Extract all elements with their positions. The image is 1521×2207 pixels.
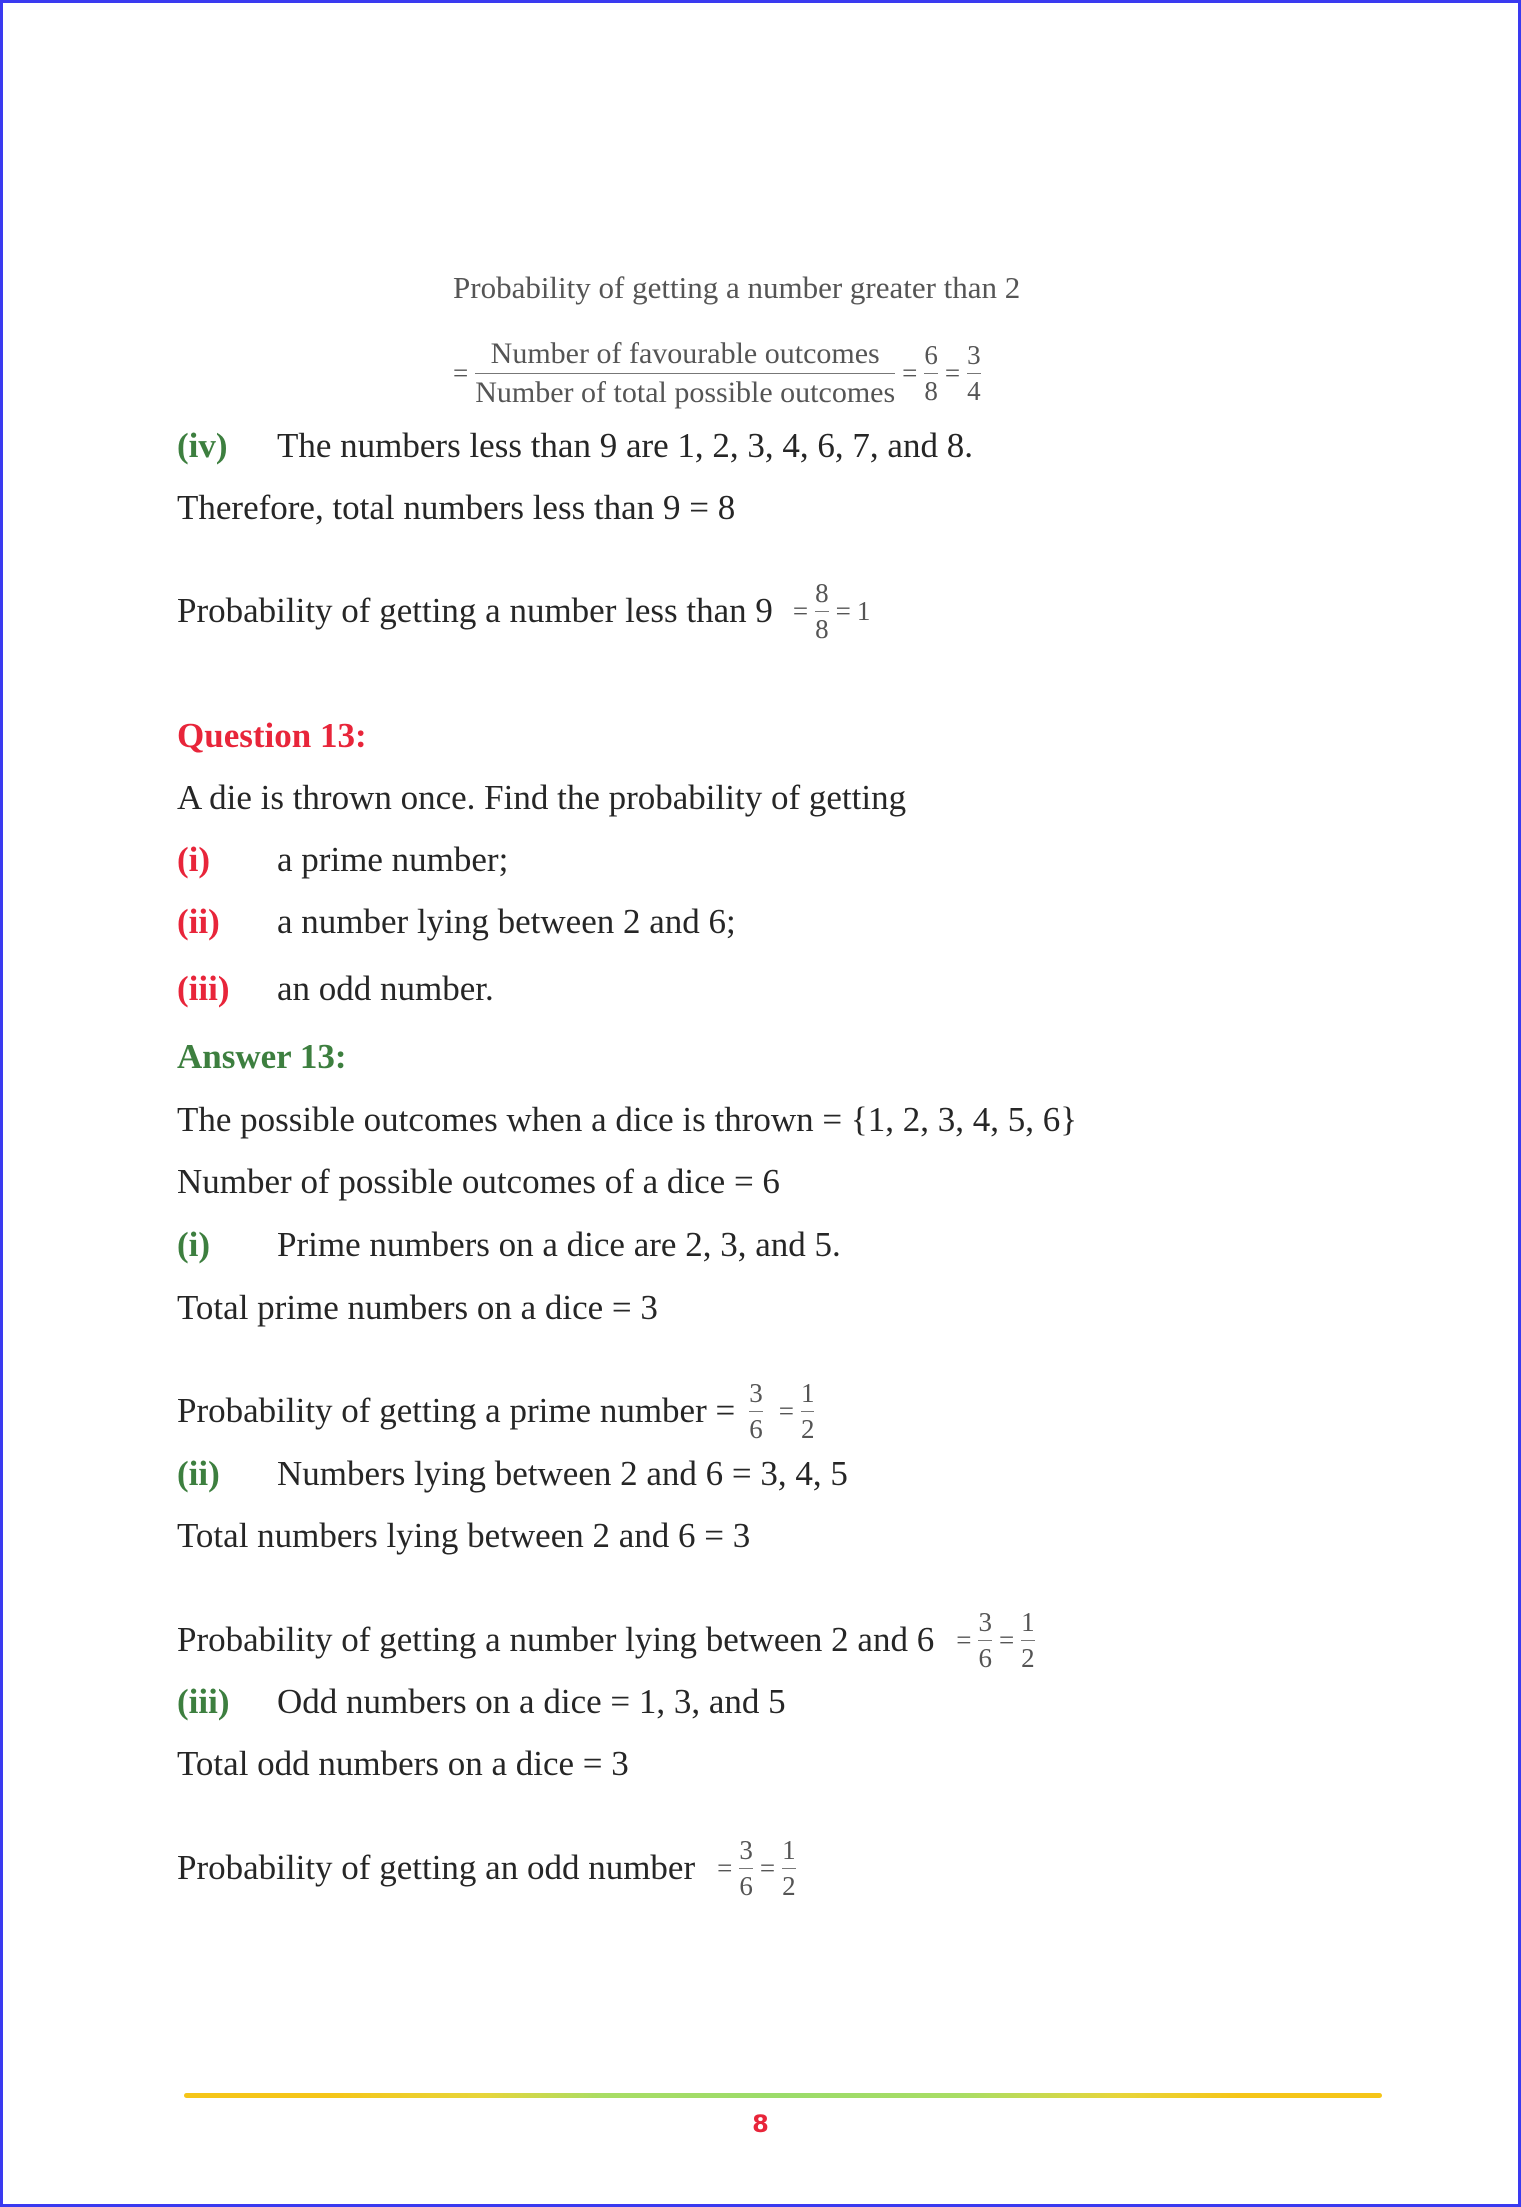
question-text: A die is thrown once. Find the probability of getting <box>177 778 907 817</box>
part-iv <box>177 421 973 471</box>
prob-between: Probability of getting a number lying between 2 and 6 = $\frac{3}{6}$ = $\frac{1}{2}$ <box>177 1606 1035 1673</box>
question-part: (i) a prime number; <box>177 840 509 879</box>
answer-title: Answer 13: <box>177 1037 347 1076</box>
fraction: $\frac{3}{6}$ <box>739 1834 753 1901</box>
fraction: $\frac{8}{8}$ <box>815 577 829 644</box>
fraction: $\frac{3}{6}$ <box>978 1606 992 1673</box>
greater-title: Probability of getting a number greater than 2 <box>453 270 1021 305</box>
text-line: Total prime numbers on a dice = 3 <box>177 1288 658 1327</box>
text-line: The possible outcomes when a dice is thrown = {1, 2, 3, 4, 5, 6} <box>177 1100 1078 1139</box>
denominator: Number of total possible outcomes <box>475 375 896 409</box>
page-number: 8 <box>752 2110 769 2138</box>
fraction: $\frac{3}{4}$ <box>967 339 981 406</box>
fraction: $\frac{3}{6}$ <box>749 1377 763 1444</box>
question-title: Question 13: <box>177 716 367 755</box>
answer-part-i: (i) Prime numbers on a dice are 2, 3, and 5. <box>177 1225 841 1264</box>
answer-part-ii: (ii) Numbers lying between 2 and 6 = 3, 4, 5 <box>177 1454 848 1493</box>
prob-prime: Probability of getting a prime number = $\frac{3}{6}$ = $\frac{1}{2}$ <box>177 1377 815 1444</box>
answer-part-iii: (iii) Odd numbers on a dice = 1, 3, and 5 <box>177 1682 786 1721</box>
greater-formula: = $\frac{\text{Number of favourable outcomes}}{\text{Number of total possible outcomes}}$ = $\frac{6}{8}$ = $\frac{3}{4}$ <box>453 336 981 409</box>
question-part: (iii) an odd number. <box>177 969 494 1008</box>
text-line: Total numbers lying between 2 and 6 = 3 <box>177 1516 751 1555</box>
question-part: (ii) a number lying between 2 and 6; <box>177 902 736 941</box>
footer-divider <box>184 2093 1382 2098</box>
fraction: $\frac{6}{8}$ <box>924 339 938 406</box>
fraction <box>475 336 896 409</box>
fraction: $\frac{1}{2}$ <box>800 1377 815 1444</box>
prob-less-than-9: Probability of getting a number less than 9 = $\frac{8}{8}$ = 1 <box>177 577 871 644</box>
text-line: Total odd numbers on a dice = 3 <box>177 1744 629 1783</box>
text-line: Therefore, total numbers less than 9 = 8 <box>177 488 736 527</box>
prob-odd: Probability of getting an odd number = $\frac{3}{6}$ = $\frac{1}{2}$ <box>177 1834 796 1901</box>
part-label: (iv) <box>177 426 228 465</box>
fraction: $\frac{1}{2}$ <box>782 1834 796 1901</box>
equals-sign: = <box>453 358 469 388</box>
numerator: Number of favourable outcomes <box>490 336 880 370</box>
text-line: Number of possible outcomes of a dice = 6 <box>177 1162 780 1201</box>
fraction: $\frac{1}{2}$ <box>1021 1606 1035 1673</box>
part-text: The numbers less than 9 are 1, 2, 3, 4, 6, 7, and 8. <box>277 426 973 465</box>
